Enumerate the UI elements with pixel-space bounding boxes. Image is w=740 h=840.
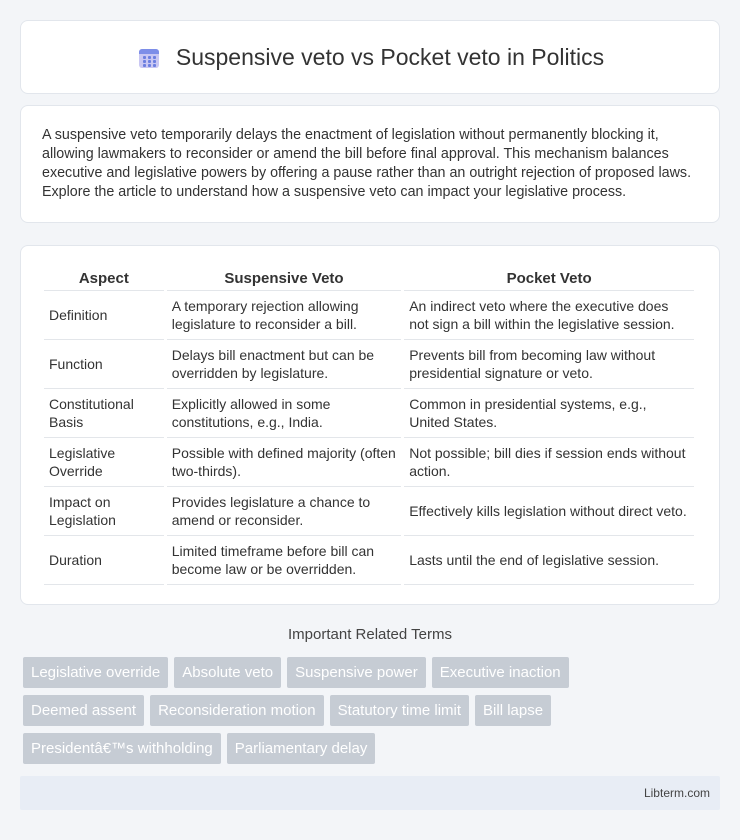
cell-suspensive: Possible with defined majority (often two-thirds). bbox=[167, 438, 401, 487]
table-row bbox=[44, 389, 694, 438]
header-pocket-veto: Pocket Veto bbox=[404, 264, 694, 291]
comparison-card bbox=[20, 245, 720, 605]
tag-absolute-veto[interactable]: Absolute veto bbox=[174, 657, 281, 688]
related-terms-title: Important Related Terms bbox=[288, 626, 452, 643]
cell-pocket: Prevents bill from becoming law without presidential signature or veto. bbox=[404, 340, 694, 389]
cell-suspensive: Explicitly allowed in some constitutions, e.g., India. bbox=[167, 389, 401, 438]
cell-suspensive: Provides legislature a chance to amend or reconsider. bbox=[167, 487, 401, 536]
cell-aspect: Constitutional Basis bbox=[44, 389, 164, 438]
table-row bbox=[44, 340, 694, 389]
tag-executive-inaction[interactable]: Executive inaction bbox=[432, 657, 569, 688]
table-row bbox=[44, 438, 694, 487]
footer-site-link[interactable]: Libterm.com bbox=[643, 786, 710, 800]
cell-suspensive: A temporary rejection allowing legislature to reconsider a bill. bbox=[167, 291, 401, 340]
tag-bill-lapse[interactable]: Bill lapse bbox=[475, 695, 551, 726]
table-row bbox=[44, 291, 694, 340]
tag-row bbox=[23, 733, 723, 764]
related-terms bbox=[23, 657, 723, 771]
cell-aspect: Function bbox=[44, 340, 164, 389]
tag-suspensive-power[interactable]: Suspensive power bbox=[287, 657, 426, 688]
table-row bbox=[44, 536, 694, 585]
cell-pocket: Not possible; bill dies if session ends without action. bbox=[404, 438, 694, 487]
title-card bbox=[20, 20, 720, 94]
cell-pocket: Common in presidential systems, e.g., United States. bbox=[404, 389, 694, 438]
page-title: Suspensive veto vs Pocket veto in Politics bbox=[175, 43, 605, 70]
tag-row bbox=[23, 695, 723, 726]
tag-row bbox=[23, 657, 723, 688]
tag-legislative-override[interactable]: Legislative override bbox=[23, 657, 168, 688]
cell-suspensive: Delays bill enactment but can be overridden by legislature. bbox=[167, 340, 401, 389]
tag-reconsideration-motion[interactable]: Reconsideration motion bbox=[150, 695, 324, 726]
cell-pocket: Effectively kills legislation without direct veto. bbox=[404, 487, 694, 536]
calendar-icon bbox=[136, 44, 162, 70]
intro-card bbox=[20, 105, 720, 223]
tag-parliamentary-delay[interactable]: Parliamentary delay bbox=[227, 733, 376, 764]
cell-aspect: Impact on Legislation bbox=[44, 487, 164, 536]
header-suspensive-veto: Suspensive Veto bbox=[167, 264, 401, 291]
cell-suspensive: Limited timeframe before bill can become law or be overridden. bbox=[167, 536, 401, 585]
tag-presidents-withholding[interactable]: Presidentâ€™s withholding bbox=[23, 733, 221, 764]
cell-aspect: Legislative Override bbox=[44, 438, 164, 487]
cell-pocket: Lasts until the end of legislative session. bbox=[404, 536, 694, 585]
footer bbox=[20, 776, 720, 810]
intro-text: A suspensive veto temporarily delays the enactment of legislation without permanently blocking it, allowing lawmakers to reconsider or amend the bill before final approval. This mechanism balances executive and legislative powers by offering a pause rather than an outright rejection of proposed laws. Explore the article to understand how a suspensive veto can impact your legislative process. bbox=[42, 127, 692, 200]
cell-aspect: Definition bbox=[44, 291, 164, 340]
header-aspect: Aspect bbox=[44, 264, 164, 291]
comparison-table bbox=[41, 264, 697, 585]
tag-statutory-time-limit[interactable]: Statutory time limit bbox=[330, 695, 469, 726]
cell-aspect: Duration bbox=[44, 536, 164, 585]
table-header-row bbox=[44, 264, 694, 291]
table-row bbox=[44, 487, 694, 536]
cell-pocket: An indirect veto where the executive does not sign a bill within the legislative session. bbox=[404, 291, 694, 340]
tag-deemed-assent[interactable]: Deemed assent bbox=[23, 695, 144, 726]
